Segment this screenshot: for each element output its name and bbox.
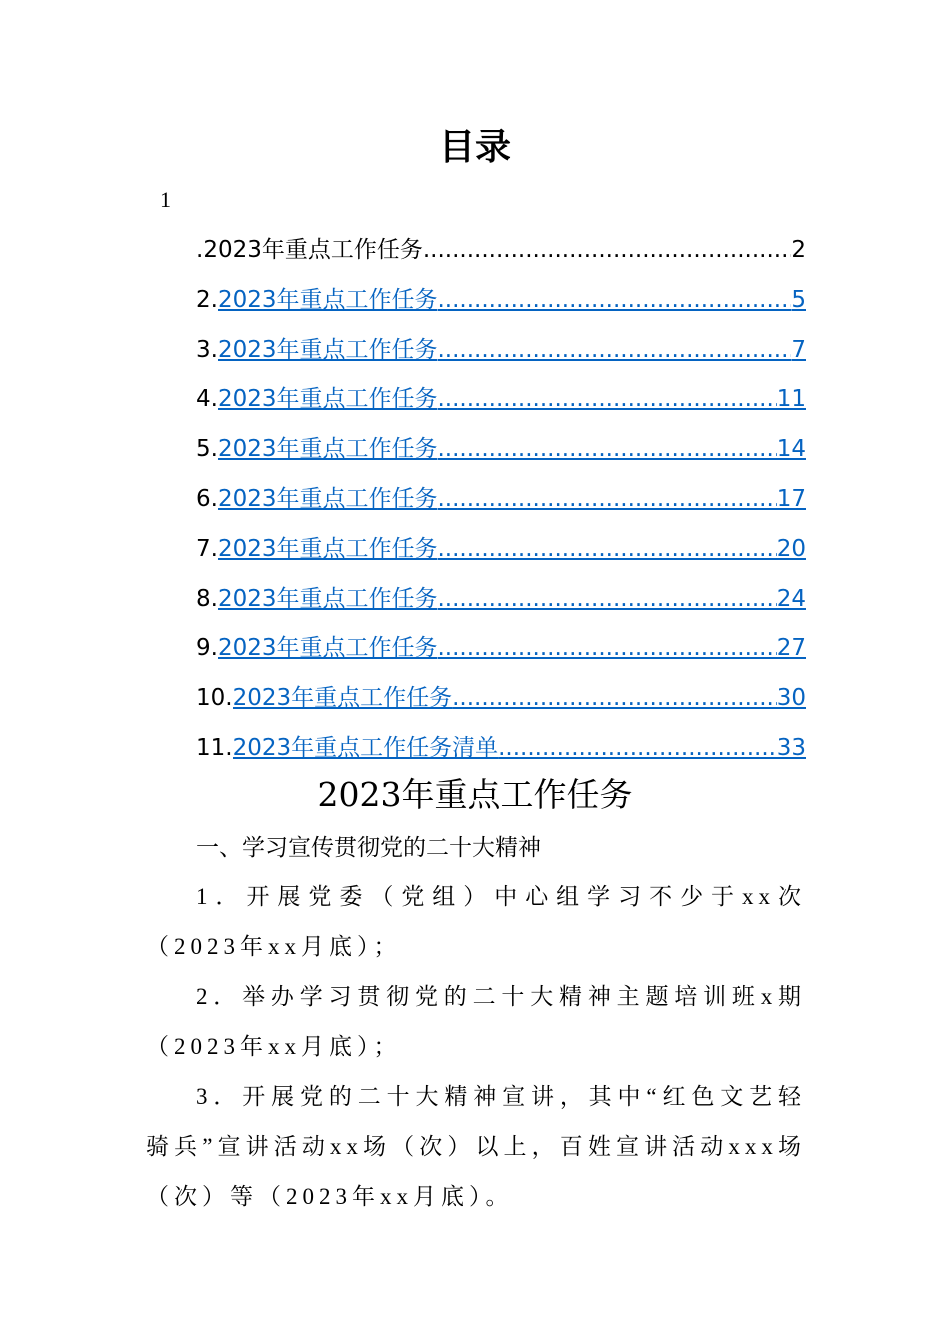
toc-entry-link[interactable]: 2023年重点工作任务 ..... 11 (218, 375, 806, 425)
toc-entry-page: 27 (776, 635, 806, 662)
toc-entry (196, 724, 806, 774)
toc-entry-text: 2023年重点工作任务 ..... 2 (203, 226, 806, 276)
toc-entry (196, 326, 806, 376)
toc-entry-number: 2. (196, 286, 218, 313)
toc-entry-link[interactable]: 2023年重点工作任务清单 ..... 33 (233, 724, 806, 774)
toc-entry-link[interactable]: 2023年重点工作任务 ..... 24 (218, 575, 806, 625)
toc-entry-number: 10. (196, 685, 233, 712)
toc-entry (196, 475, 806, 525)
toc-entry-page: 11 (776, 386, 806, 413)
toc-entry-link[interactable]: 2023年重点工作任务 ..... 20 (218, 525, 806, 575)
toc-entry-number: . (196, 237, 204, 263)
toc-entry-page: 20 (776, 535, 806, 562)
toc-entry-page: 17 (776, 485, 806, 512)
toc-entry (196, 674, 806, 724)
toc-entry (196, 276, 806, 326)
body-paragraph: 1．开展党委（党组）中心组学习不少于xx次（2023年xx月底）； (146, 884, 806, 959)
toc-entry (196, 525, 806, 575)
document-title: 2023年重点工作任务 (317, 775, 633, 814)
document-body (146, 872, 806, 1222)
toc-entry-page: 14 (776, 436, 806, 463)
toc-entry-number: 6. (196, 485, 218, 512)
toc-entry-number: 11. (196, 734, 233, 761)
page-marker: 1 (160, 187, 171, 212)
toc-entry (196, 425, 806, 475)
toc-entry-link[interactable]: 2023年重点工作任务 ..... 7 (218, 326, 806, 376)
toc-entry (196, 226, 806, 276)
toc-entry-link[interactable]: 2023年重点工作任务 ..... 27 (218, 624, 806, 674)
body-paragraph: 2．举办学习贯彻党的二十大精神主题培训班x期（2023年xx月底）； (146, 984, 806, 1059)
toc-entry-number: 5. (196, 436, 218, 463)
toc-entry-page: 5 (791, 286, 806, 313)
toc-title: 目录 (438, 126, 511, 168)
body-paragraph: 3．开展党的二十大精神宣讲，其中“红色文艺轻骑兵”宣讲活动xx场（次）以上，百姓宣讲活动xxx场（次）等（2023年xx月底）。 (146, 1084, 806, 1209)
toc-entry-number: 3. (196, 336, 218, 363)
toc-entry-page: 7 (791, 336, 806, 363)
toc-entry-link[interactable]: 2023年重点工作任务 ..... 5 (218, 276, 806, 326)
toc-entry-number: 9. (196, 635, 218, 662)
toc-entry (196, 375, 806, 425)
toc-entry (196, 575, 806, 625)
toc-entry-link[interactable]: 2023年重点工作任务 ..... 17 (218, 475, 806, 525)
toc-entry-page: 2 (791, 237, 806, 263)
toc-entry-link[interactable]: 2023年重点工作任务 ..... 30 (233, 674, 806, 724)
toc-entry-page: 30 (776, 685, 806, 712)
toc-entry-page: 24 (776, 585, 806, 612)
toc-entry-number: 4. (196, 386, 218, 413)
toc-entry-number: 7. (196, 535, 218, 562)
table-of-contents (196, 226, 806, 774)
toc-entry (196, 624, 806, 674)
toc-entry-link[interactable]: 2023年重点工作任务 ..... 14 (218, 425, 806, 475)
section-heading: 一、学习宣传贯彻党的二十大精神 (196, 835, 541, 861)
toc-entry-page: 33 (776, 734, 806, 761)
toc-entry-number: 8. (196, 585, 218, 612)
